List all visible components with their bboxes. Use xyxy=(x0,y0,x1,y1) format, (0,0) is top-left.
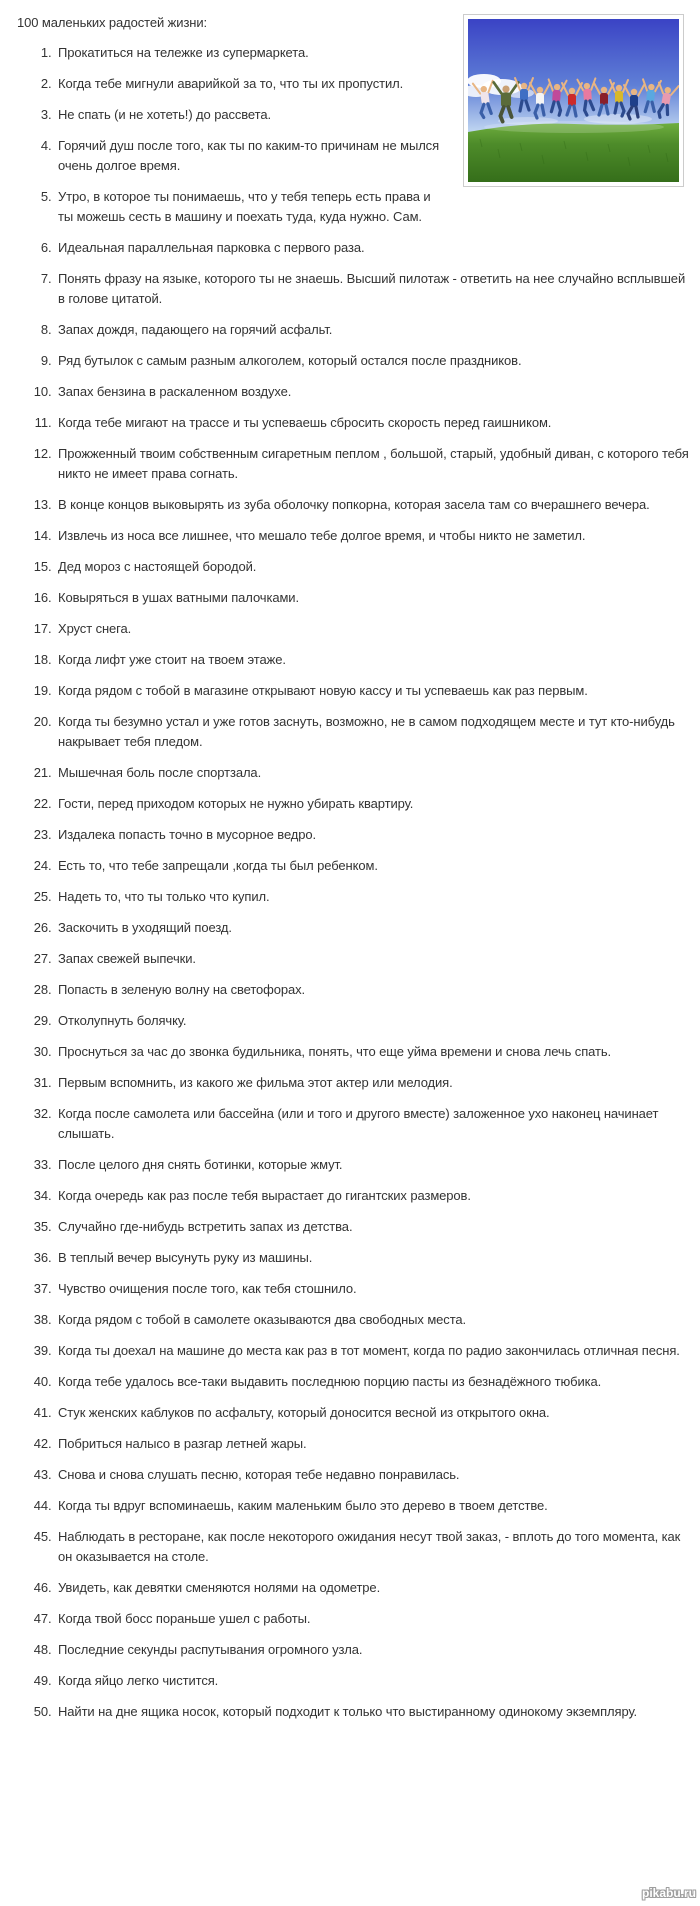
list-item: 27. Запах свежей выпечки. xyxy=(55,949,690,969)
list-item: 44. Когда ты вдруг вспоминаешь, каким маленьким было это дерево в твоем детстве. xyxy=(55,1496,690,1516)
list-item: 11. Когда тебе мигают на трассе и ты успеваешь сбросить скорость перед гаишником. xyxy=(55,413,690,433)
watermark-pikabu: pikabu.ru xyxy=(641,1886,696,1900)
list-item: 15. Дед мороз с настоящей бородой. xyxy=(55,557,690,577)
list-item: 33. После целого дня снять ботинки, которые жмут. xyxy=(55,1155,690,1175)
list-item: 6. Идеальная параллельная парковка с первого раза. xyxy=(55,238,690,258)
list-item: 36. В теплый вечер высунуть руку из машины. xyxy=(55,1248,690,1268)
list-item: 26. Заскочить в уходящий поезд. xyxy=(55,918,690,938)
list-item: 25. Надеть то, что ты только что купил. xyxy=(55,887,690,907)
list-item: 46. Увидеть, как девятки сменяются нолями на одометре. xyxy=(55,1578,690,1598)
list-item: 28. Попасть в зеленую волну на светофорах. xyxy=(55,980,690,1000)
list-item: 22. Гости, перед приходом которых не нужно убирать квартиру. xyxy=(55,794,690,814)
list-item: 39. Когда ты доехал на машине до места как раз в тот момент, когда по радио закончилась отличная песня. xyxy=(55,1341,690,1361)
list-item: 17. Хруст снега. xyxy=(55,619,690,639)
list-item: 7. Понять фразу на языке, которого ты не знаешь. Высший пилотаж - ответить на нее случайно всплывшей в голове цитатой. xyxy=(55,269,690,309)
list-item: 10. Запах бензина в раскаленном воздухе. xyxy=(55,382,690,402)
list-item: 19. Когда рядом с тобой в магазине открывают новую кассу и ты успеваешь как раз первым. xyxy=(55,681,690,701)
list-item: 41. Стук женских каблуков по асфальту, который доносится весной из открытого окна. xyxy=(55,1403,690,1423)
list-item: 20. Когда ты безумно устал и уже готов заснуть, возможно, не в самом подходящем месте и тут кто-нибудь накрывает тебя пледом. xyxy=(55,712,690,752)
list-item: 31. Первым вспомнить, из какого же фильма этот актер или мелодия. xyxy=(55,1073,690,1093)
list-item: 24. Есть то, что тебе запрещали ,когда ты был ребенком. xyxy=(55,856,690,876)
list-item: 2. Когда тебе мигнули аварийкой за то, что ты их пропустил. xyxy=(55,74,690,94)
list-item: 18. Когда лифт уже стоит на твоем этаже. xyxy=(55,650,690,670)
list-item: 38. Когда рядом с тобой в самолете оказываются два свободных места. xyxy=(55,1310,690,1330)
list-item: 5. Утро, в которое ты понимаешь, что у тебя теперь есть права и ты можешь сесть в машину и поехать туда, куда нужно. Сам. xyxy=(55,187,690,227)
list-item: 45. Наблюдать в ресторане, как после некоторого ожидания несут твой заказ, - вплоть до того момента, как он оказывается на столе. xyxy=(55,1527,690,1567)
list-item: 42. Побриться налысо в разгар летней жары. xyxy=(55,1434,690,1454)
list-item: 50. Найти на дне ящика носок, который подходит к только что выстиранному одинокому экземпляру. xyxy=(55,1702,690,1722)
list-item: 8. Запах дождя, падающего на горячий асфальт. xyxy=(55,320,690,340)
list-item: 12. Прожженный твоим собственным сигаретным пеплом , большой, старый, удобный диван, с которого тебя никто не имеет права согнать. xyxy=(55,444,690,484)
list-item: 16. Ковыряться в ушах ватными палочками. xyxy=(55,588,690,608)
list-item: 30. Проснуться за час до звонка будильника, понять, что еще уйма времени и снова лечь спать. xyxy=(55,1042,690,1062)
photo-horizon-glow xyxy=(484,121,664,133)
list-item: 34. Когда очередь как раз после тебя вырастает до гигантских размеров. xyxy=(55,1186,690,1206)
list-item: 14. Извлечь из носа все лишнее, что мешало тебе долгое время, и чтобы никто не заметил. xyxy=(55,526,690,546)
list-item: 37. Чувство очищения после того, как тебя стошнило. xyxy=(55,1279,690,1299)
list-item: 13. В конце концов выковырять из зуба оболочку попкорна, которая засела там со вчерашнего вечера. xyxy=(55,495,690,515)
page-title: 100 маленьких радостей жизни: xyxy=(17,15,208,30)
list-item: 43. Снова и снова слушать песню, которая тебе недавно понравилась. xyxy=(55,1465,690,1485)
list-item: 32. Когда после самолета или бассейна (или и того и другого вместе) заложенное ухо наконец начинает слышать. xyxy=(55,1104,690,1144)
list-item: 21. Мышечная боль после спортзала. xyxy=(55,763,690,783)
list-item: 29. Отколупнуть болячку. xyxy=(55,1011,690,1031)
list-item: 49. Когда яйцо легко чистится. xyxy=(55,1671,690,1691)
list-item: 23. Издалека попасть точно в мусорное ведро. xyxy=(55,825,690,845)
list-item: 48. Последние секунды распутывания огромного узла. xyxy=(55,1640,690,1660)
list-item: 3. Не спать (и не хотеть!) до рассвета. xyxy=(55,105,690,125)
list-item: 47. Когда твой босс пораньше ушел с работы. xyxy=(55,1609,690,1629)
list-item: 35. Случайно где-нибудь встретить запах из детства. xyxy=(55,1217,690,1237)
list-item: 9. Ряд бутылок с самым разным алкоголем, который остался после праздников. xyxy=(55,351,690,371)
photo-jumping-people xyxy=(463,14,684,187)
list-item: 40. Когда тебе удалось все-таки выдавить последнюю порцию пасты из безнадёжного тюбика. xyxy=(55,1372,690,1392)
photo-illustration xyxy=(468,19,679,182)
joy-list xyxy=(17,43,690,1722)
list-item: 4. Горячий душ после того, как ты по каким-то причинам не мылся очень долгое время. xyxy=(55,136,690,176)
list-item: 1. Прокатиться на тележке из супермаркета. xyxy=(55,43,690,63)
